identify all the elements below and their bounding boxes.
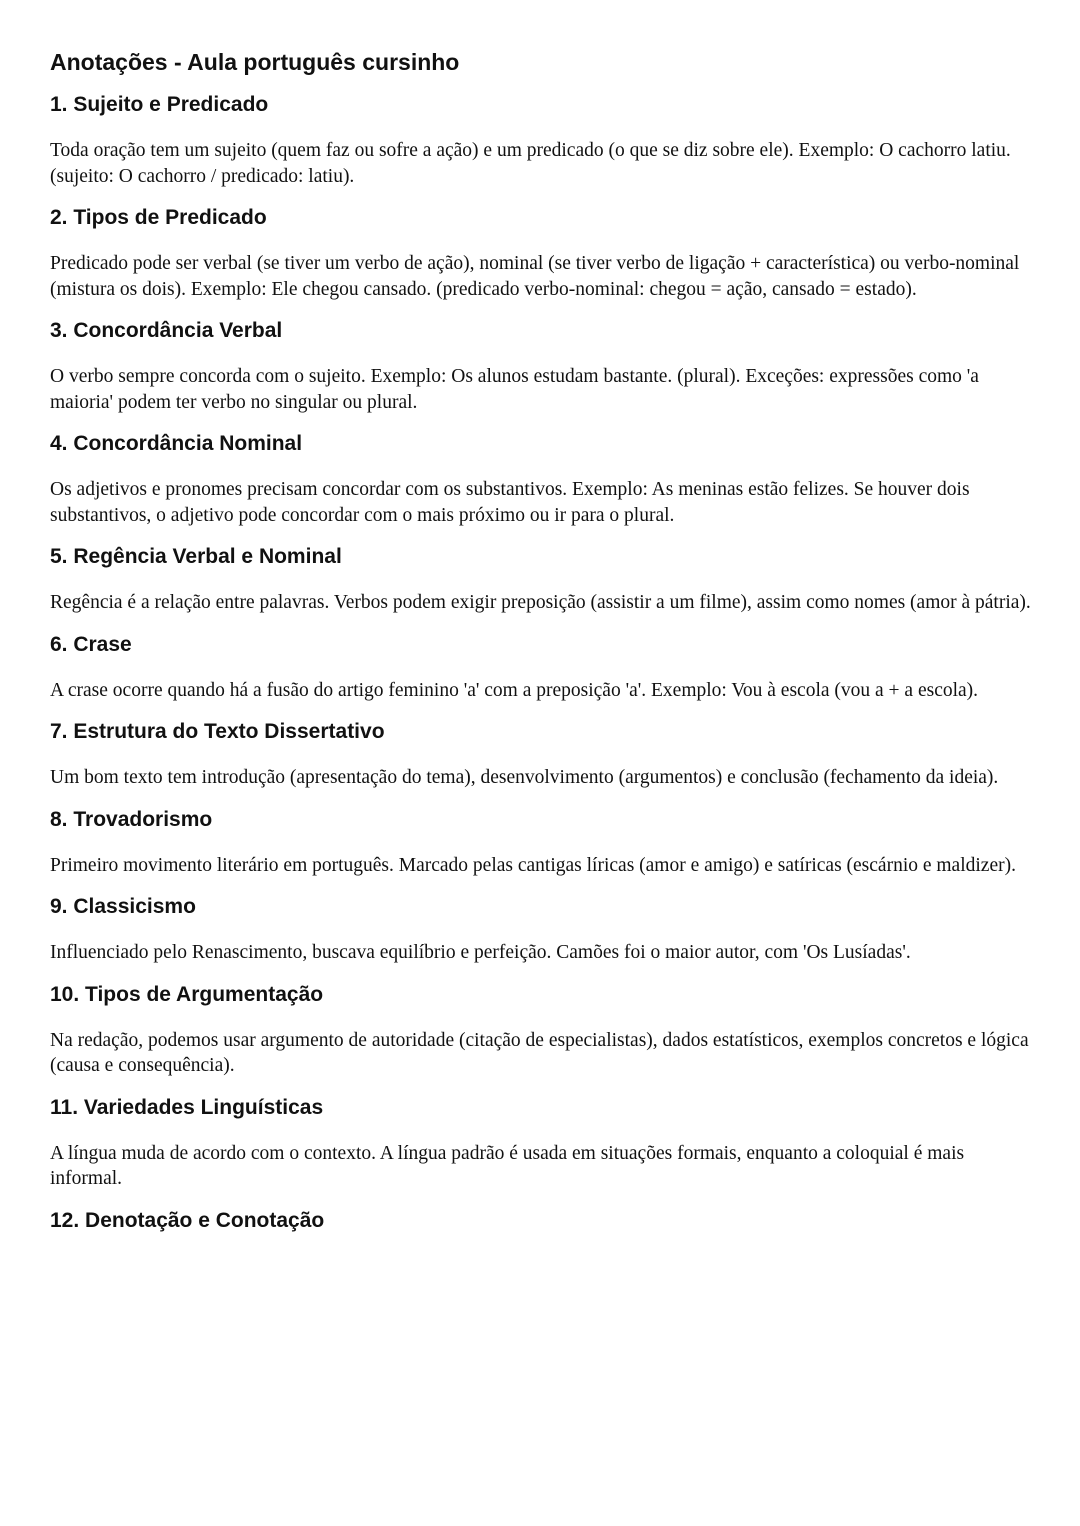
section-body: Influenciado pelo Renascimento, buscava equilíbrio e perfeição. Camões foi o maior autor, com 'Os Lusíadas'. [50, 942, 911, 963]
section-crase [50, 630, 1035, 704]
section-body: Toda oração tem um sujeito (quem faz ou sofre a ação) e um predicado (o que se diz sobre ele). Exemplo: O cachorro latiu. (sujeito: O cachorro / predicado: latiu). [50, 140, 1011, 187]
section-body: Um bom texto tem introdução (apresentação do tema), desenvolvimento (argumentos) e conclusão (fechamento da ideia). [50, 767, 999, 788]
section-heading: 9. Classicismo [50, 895, 196, 918]
section-body: Primeiro movimento literário em português. Marcado pelas cantigas líricas (amor e amigo) e satíricas (escárnio e maldizer). [50, 854, 1016, 876]
section-heading: 6. Crase [50, 632, 132, 656]
section-heading: 1. Sujeito e Predicado [50, 93, 269, 116]
section-tipos-predicado [50, 203, 1035, 302]
section-heading: 4. Concordância Nominal [50, 432, 303, 455]
section-argumentacao [50, 980, 1035, 1079]
section-body: Na redação, podemos usar argumento de autoridade (citação de especialistas), dados estatísticos, exemplos concretos e lógica (causa e consequência). [50, 1029, 1029, 1076]
section-body: A crase ocorre quando há a fusão do artigo feminino 'a' com a preposição 'a'. Exemplo: Vou à escola (vou a + a escola). [50, 679, 979, 701]
section-heading: 8. Trovadorismo [50, 807, 213, 831]
section-body: Os adjetivos e pronomes precisam concordar com os substantivos. Exemplo: As meninas estão felizes. Se houver dois substantivos, o adjetivo pode concordar com o mais próximo ou ir para o plural. [50, 479, 970, 526]
document-page [50, 46, 1035, 1254]
section-heading: 3. Concordância Verbal [50, 319, 283, 342]
section-heading: 5. Regência Verbal e Nominal [50, 545, 342, 568]
section-concordancia-nominal [50, 429, 1035, 528]
section-body: Regência é a relação entre palavras. Verbos podem exigir preposição (assistir a um filme), assim como nomes (amor à pátria). [50, 592, 1031, 613]
section-body: A língua muda de acordo com o contexto. A língua padrão é usada em situações formais, enquanto a coloquial é mais informal. [50, 1142, 965, 1189]
section-heading: 10. Tipos de Argumentação [50, 982, 324, 1006]
section-heading: 7. Estrutura do Texto Dissertativo [50, 720, 385, 743]
document-title: Anotações - Aula português cursinho [50, 49, 460, 75]
section-denotacao-conotacao [50, 1206, 1035, 1236]
section-body: O verbo sempre concorda com o sujeito. Exemplo: Os alunos estudam bastante. (plural). Exceções: expressões como 'a maioria' podem ter verbo no singular ou plural. [50, 366, 979, 413]
section-body: Predicado pode ser verbal (se tiver um verbo de ação), nominal (se tiver verbo de ligação + característica) ou verbo-nominal (mistura os dois). Exemplo: Ele chegou cansado. (predicado verbo-nominal: chegou = ação, cansado = estado). [50, 253, 1020, 300]
section-variedades-linguisticas [50, 1093, 1035, 1192]
section-heading: 2. Tipos de Predicado [50, 206, 267, 229]
section-heading: 11. Variedades Linguísticas [50, 1095, 324, 1119]
section-trovadorismo [50, 805, 1035, 879]
section-heading: 12. Denotação e Conotação [50, 1208, 325, 1232]
section-classicismo [50, 892, 1035, 966]
section-sujeito-predicado [50, 90, 1035, 189]
section-regencia [50, 542, 1035, 616]
section-concordancia-verbal [50, 316, 1035, 415]
section-texto-dissertativo [50, 717, 1035, 791]
